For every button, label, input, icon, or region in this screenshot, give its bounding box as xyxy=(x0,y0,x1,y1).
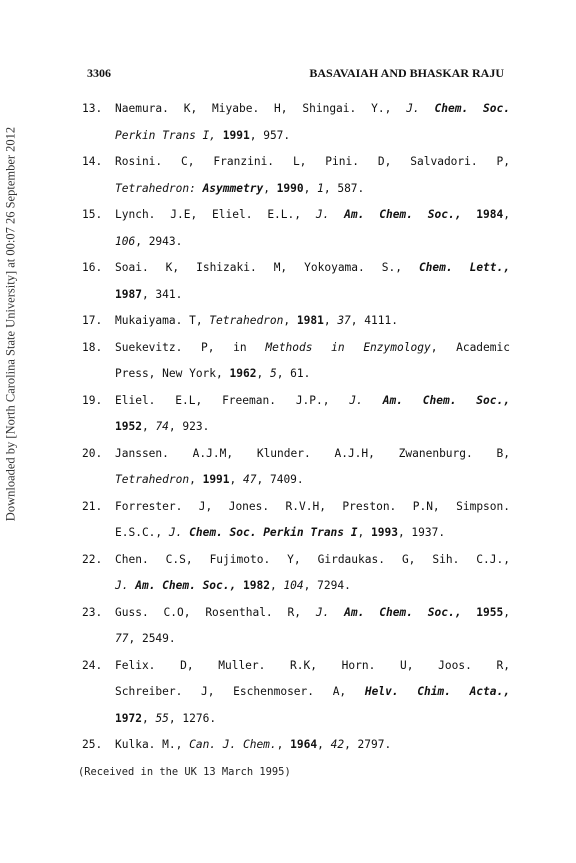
reference-segment: Janssen. A.J.M, Klunder. A.J.H, Zwanenburg. B, xyxy=(115,446,510,460)
reference-segment: Forrester. J, Jones. R.V.H, Preston. P.N, Simpson. xyxy=(115,499,510,513)
reference-number: 23. xyxy=(82,605,103,619)
reference-text xyxy=(115,732,510,759)
reference-number: 16. xyxy=(82,261,103,274)
reference-segment: , xyxy=(229,473,244,486)
reference-segment: J. xyxy=(406,102,435,115)
reference-segment: Am. Chem. Soc., xyxy=(135,579,243,592)
reference-text xyxy=(115,653,510,733)
reference-segment: , xyxy=(323,314,338,327)
reference-segment: Helv. Chim. Acta., xyxy=(364,685,510,698)
reference-item xyxy=(82,441,510,494)
reference-segment: 42 xyxy=(330,738,345,751)
reference-number: 19. xyxy=(82,393,103,407)
reference-item xyxy=(82,388,510,441)
reference-segment: 1964 xyxy=(290,738,318,751)
reference-line xyxy=(115,202,510,229)
download-watermark-text: Downloaded by [North Carolina State University] at 00:07 26 September 2012 xyxy=(3,126,18,522)
reference-number: 21. xyxy=(82,499,103,513)
reference-segment: Methods in Enzymology xyxy=(265,340,431,354)
reference-line xyxy=(115,414,510,441)
reference-item xyxy=(82,600,510,653)
reference-segment: , 7409. xyxy=(256,473,304,486)
running-head: BASAVAIAH AND BHASKAR RAJU xyxy=(309,66,504,80)
reference-segment: Schreiber. J, Eschenmoser. A, xyxy=(115,685,365,698)
reference-segment: Felix. D, Muller. R.K, Horn. U, Joos. R, xyxy=(115,658,510,672)
reference-segment: 77 xyxy=(115,632,129,645)
reference-segment: , xyxy=(317,738,331,751)
reference-line xyxy=(115,520,510,547)
reference-item xyxy=(82,335,510,388)
reference-segment: Can. J. Chem. xyxy=(189,738,277,751)
reference-line xyxy=(115,123,510,150)
reference-segment: Perkin Trans I, xyxy=(115,128,223,142)
reference-segment: 106 xyxy=(115,234,136,248)
reference-line xyxy=(115,388,510,415)
reference-segment: 74 xyxy=(155,420,169,433)
reference-segment: J. xyxy=(115,579,136,592)
reference-segment: , xyxy=(303,181,318,195)
reference-segment: Tetrahedron xyxy=(209,314,284,327)
reference-line xyxy=(115,706,510,733)
reference-segment: 1952 xyxy=(115,420,142,433)
reference-segment: Naemura. K, Miyabe. H, Shingai. Y., xyxy=(115,102,407,115)
reference-segment: Kulka. M., xyxy=(115,738,190,751)
reference-item xyxy=(82,255,510,308)
reference-segment: , xyxy=(141,420,156,433)
reference-line xyxy=(115,282,510,309)
reference-segment: Guss. C.O, Rosenthal. R, xyxy=(115,605,316,619)
reference-segment: Soai. K, Ishizaki. M, Yokoyama. S., xyxy=(115,261,419,274)
reference-line xyxy=(115,308,510,335)
reference-item xyxy=(82,547,510,600)
reference-segment: Am. Chem. Soc., xyxy=(344,208,477,221)
reference-segment: , 61. xyxy=(276,367,311,380)
reference-segment: 5 xyxy=(269,367,277,380)
reference-segment: Chem. Soc. xyxy=(434,102,510,115)
reference-item xyxy=(82,494,510,547)
reference-segment: , xyxy=(263,181,277,195)
reference-number: 14. xyxy=(82,155,103,168)
reference-segment: Am. Chem. Soc., xyxy=(344,605,477,619)
reference-segment: , xyxy=(357,526,371,539)
reference-item xyxy=(82,202,510,255)
reference-segment: 1984 xyxy=(476,208,504,221)
reference-item xyxy=(82,308,510,335)
reference-line xyxy=(115,361,510,388)
reference-item xyxy=(82,653,510,733)
reference-line xyxy=(115,335,510,362)
reference-segment: , xyxy=(503,208,510,221)
reference-line xyxy=(115,494,510,521)
reference-line xyxy=(115,441,510,468)
reference-number: 20. xyxy=(82,446,103,460)
reference-segment: 104 xyxy=(283,579,304,592)
reference-segment: 1987 xyxy=(115,287,142,301)
reference-segment: Lynch. J.E, Eliel. E.L., xyxy=(115,208,316,221)
reference-segment: 1962 xyxy=(229,367,257,380)
reference-segment: , 587. xyxy=(323,181,365,195)
reference-number: 13. xyxy=(82,102,103,115)
reference-segment: 1955 xyxy=(476,605,504,619)
reference-segment: Suekevitz. P, in xyxy=(115,340,266,354)
reference-segment: 1993 xyxy=(370,526,398,539)
reference-item xyxy=(82,732,510,759)
reference-line xyxy=(115,96,510,123)
reference-text xyxy=(115,335,510,388)
reference-number: 17. xyxy=(82,314,103,327)
reference-number: 24. xyxy=(82,658,103,672)
reference-line xyxy=(115,547,510,574)
reference-segment: Mukaiyama. T, xyxy=(115,314,210,327)
reference-number: 22. xyxy=(82,552,103,566)
reference-line xyxy=(115,149,510,176)
reference-segment: , 957. xyxy=(249,128,291,142)
reference-segment: E.S.C., xyxy=(115,526,169,539)
reference-segment: , 4111. xyxy=(350,314,398,327)
reference-segment: , Academic xyxy=(430,340,510,354)
reference-segment: J. xyxy=(168,526,190,539)
reference-segment: 1991 xyxy=(222,128,250,142)
reference-segment: 47 xyxy=(243,473,257,486)
reference-text xyxy=(115,308,510,335)
received-note: (Received in the UK 13 March 1995) xyxy=(78,766,291,778)
reference-segment: J. xyxy=(315,605,345,619)
reference-text xyxy=(115,388,510,441)
reference-text xyxy=(115,96,510,149)
reference-text xyxy=(115,547,510,600)
reference-segment: Rosini. C, Franzini. L, Pini. D, Salvadori. P, xyxy=(115,155,510,168)
download-watermark xyxy=(0,12,22,637)
reference-segment: , xyxy=(189,473,203,486)
reference-segment: , 923. xyxy=(168,420,210,433)
reference-segment: 1982 xyxy=(243,579,270,592)
reference-segment: , 2797. xyxy=(344,738,392,751)
reference-segment: Tetrahedron: xyxy=(115,181,203,195)
reference-line xyxy=(115,732,510,759)
reference-line xyxy=(115,679,510,706)
reference-segment: 1981 xyxy=(296,314,324,327)
reference-segment: , 7294. xyxy=(303,579,351,592)
reference-segment: , 1937. xyxy=(397,526,446,539)
reference-segment: 55 xyxy=(155,711,169,725)
reference-segment: Chem. Lett., xyxy=(418,261,511,274)
reference-line xyxy=(115,229,510,256)
reference-segment: J. xyxy=(315,208,345,221)
reference-segment: , xyxy=(141,711,156,725)
reference-line xyxy=(115,653,510,680)
reference-number: 25. xyxy=(82,738,103,751)
reference-segment: , 1276. xyxy=(168,711,217,725)
reference-segment: , 341. xyxy=(141,287,183,301)
reference-text xyxy=(115,149,510,202)
reference-item xyxy=(82,96,510,149)
reference-segment: 37 xyxy=(337,314,351,327)
reference-segment: Tetrahedron xyxy=(115,473,190,486)
reference-list xyxy=(82,96,510,759)
reference-line xyxy=(115,573,510,600)
reference-text xyxy=(115,600,510,653)
reference-line xyxy=(115,255,510,282)
reference-segment: , xyxy=(276,738,291,751)
reference-text xyxy=(115,255,510,308)
reference-segment: , xyxy=(256,367,270,380)
reference-segment: J. xyxy=(349,393,383,407)
reference-segment: Am. Chem. Soc., xyxy=(382,393,510,407)
reference-line xyxy=(115,626,510,653)
reference-line xyxy=(115,600,510,627)
reference-segment: Eliel. E.L, Freeman. J.P., xyxy=(115,393,350,407)
reference-segment: Chen. C.S, Fujimoto. Y, Girdaukas. G, Sih. C.J., xyxy=(115,552,510,566)
reference-item xyxy=(82,149,510,202)
reference-line xyxy=(115,467,510,494)
reference-segment: Press, New York, xyxy=(115,367,230,380)
reference-segment: 1972 xyxy=(115,711,142,725)
reference-text xyxy=(115,202,510,255)
reference-segment: , 2943. xyxy=(135,234,183,248)
reference-text xyxy=(115,494,510,547)
reference-segment: Asymmetry xyxy=(202,181,264,195)
reference-number: 15. xyxy=(82,208,103,221)
reference-segment: 1990 xyxy=(276,181,304,195)
reference-segment: , 2549. xyxy=(128,632,176,645)
page-number: 3306 xyxy=(87,66,111,80)
reference-number: 18. xyxy=(82,340,103,354)
reference-segment: Chem. Soc. Perkin Trans I xyxy=(189,526,358,539)
page-header xyxy=(0,66,576,86)
reference-text xyxy=(115,441,510,494)
reference-segment: , xyxy=(269,579,284,592)
reference-segment: , xyxy=(503,605,510,619)
reference-segment: 1 xyxy=(317,181,324,195)
reference-segment: , xyxy=(283,314,297,327)
reference-line xyxy=(115,176,510,203)
reference-segment: 1991 xyxy=(202,473,230,486)
